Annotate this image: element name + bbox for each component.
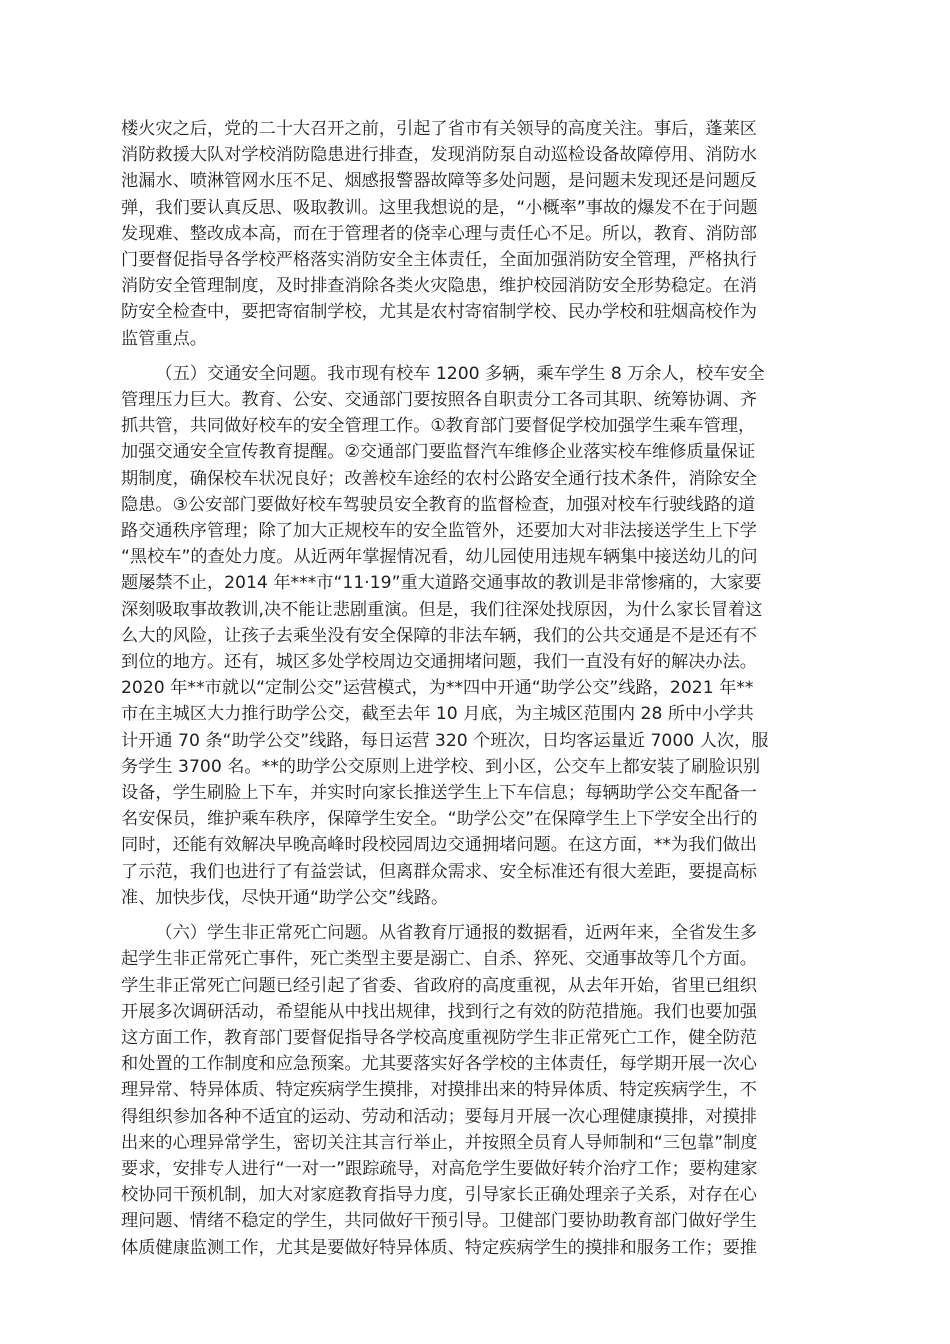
text-line: 体质健康监测工作，尤其是要做好特异体质、特定疾病学生的摸排和服务工作；要推 [121,1237,757,1258]
text-line: 校协同干预机制，加大对家庭教育指导力度，引导家长正确处理亲子关系，对存在心 [121,1185,757,1206]
text-line: 和处置的工作制度和应急预案。尤其要落实好各学校的主体责任，每学期开展一次心 [121,1054,757,1075]
text-line: 管理压力巨大。教育、公安、交通部门要按照各自职责分工各司其职、统筹协调、齐 [121,390,757,411]
text-line: 得组织参加各种不适宜的运动、劳动和活动；要每月开展一次心理健康摸排，对摸排 [121,1106,757,1127]
text-line: 理问题、情绪不稳定的学生，共同做好干预引导。卫健部门要协助教育部门做好学生 [121,1211,757,1232]
paragraph-traffic-safety [121,361,837,911]
text-line: 路交通秩序管理；除了加大正规校车的安全监管外，还要加大对非法接送学生上下学 [121,521,757,542]
text-line: （六）学生非正常死亡问题。从省教育厅通报的数据看，近两年来，全省发生多 [155,923,757,944]
text-line: 这方面工作，教育部门要督促指导各学校高度重视防学生非正常死亡工作，健全防范 [121,1027,757,1048]
text-line: 消防安全管理制度，及时排查消除各类火灾隐患，维护校园消防安全形势稳定。在消 [121,276,757,297]
text-line: “黑校车”的查处力度。从近两年掌握情况看，幼儿园使用违规车辆集中接送幼儿的问 [121,547,758,568]
text-line: 了示范，我们也进行了有益尝试，但离群众需求、安全标准还有很大差距，要提高标 [121,861,757,882]
text-line: 期制度，确保校车状况良好；改善校车途经的农村公路安全通行技术条件，消除安全 [121,468,757,489]
text-line: 准、加快步伐，尽快开通“助学公交”线路。 [121,887,449,908]
text-line: 抓共管，共同做好校车的安全管理工作。①教育部门要督促学校加强学生乘车管理， [121,416,756,437]
text-line: 深刻吸取事故教训,决不能让悲剧重演。但是，我们往深处找原因，为什么家长冒着这 [121,599,763,620]
text-line: 隐患。③公安部门要做好校车驾驶员安全教育的监督检查，加强对校车行驶线路的道 [121,494,756,515]
text-line: 么大的风险，让孩子去乘坐没有安全保障的非法车辆，我们的公共交通是不是还有不 [121,625,757,646]
text-line: 市在主城区大力推行助学公交，截至去年 10 月底，为主城区范围内 28 所中小学共 [121,704,754,725]
text-line: 设备，学生刷脸上下车，并实时向家长推送学生上下车信息；每辆助学公交车配备一 [121,783,757,804]
text-line: 池漏水、喷淋管网水压不足、烟感报警器故障等多处问题，是问题未发现还是问题反 [121,171,757,192]
text-line: 题屡禁不止，2014 年***市“11·19”重大道路交通事故的教训是非常惨痛的，大家要 [121,573,762,594]
text-line: 消防救援大队对学校消防隐患进行排查，发现消防泵自动巡检设备故障停用、消防水 [121,145,757,166]
text-line: 理异常、特异体质、特定疾病学生摸排，对摸排出来的特异体质、特定疾病学生，不 [121,1080,757,1101]
text-line: （五）交通安全问题。我市现有校车 1200 多辆，乘车学生 8 万余人，校车安全 [155,363,765,384]
text-line: 2020 年**市就以“定制公交”运营模式，为**四中开通“助学公交”线路，2021 年** [121,678,754,699]
paragraph-fire-safety [121,116,837,352]
text-line: 监管重点。 [121,328,207,349]
text-line: 名安保员，维护乘车秩序，保障学生安全。“助学公交”在保障学生上下学安全出行的 [121,809,758,830]
text-line: 同时，还能有效解决早晚高峰时段校园周边交通拥堵问题。在这方面，**为我们做出 [121,835,757,856]
text-line: 门要督促指导各学校严格落实消防安全主体责任，全面加强消防安全管理，严格执行 [121,250,757,271]
text-line: 楼火灾之后，党的二十大召开之前，引起了省市有关领导的高度关注。事后，蓬莱区 [121,119,757,139]
text-line: 务学生 3700 名。**的助学公交原则上进学校、到小区，公交车上都安装了刷脸识别 [121,756,761,777]
text-line: 弹，我们要认真反思、吸取教训。这里我想说的是，“小概率”事故的爆发不在于问题 [121,197,758,218]
text-line: 学生非正常死亡问题已经引起了省委、省政府的高度重视，从去年开始，省里已组织 [121,975,757,996]
text-line: 要求，安排专人进行“一对一”跟踪疏导，对高危学生要做好转介治疗工作；要构建家 [121,1158,758,1179]
text-line: 防安全检查中，要把寄宿制学校，尤其是农村寄宿制学校、民办学校和驻烟高校作为 [121,302,757,323]
text-line: 发现难、整改成本高，而在于管理者的侥幸心理与责任心不足。所以，教育、消防部 [121,223,757,244]
text-line: 出来的心理异常学生，密切关注其言行举止，并按照全员育人导师制和“三包靠”制度 [121,1132,758,1153]
paragraph-abnormal-death [121,920,837,1261]
document-page [121,116,837,1261]
text-line: 起学生非正常死亡事件，死亡类型主要是溺亡、自杀、猝死、交通事故等几个方面。 [121,949,757,970]
text-line: 到位的地方。还有，城区多处学校周边交通拥堵问题，我们一直没有好的解决办法。 [121,652,757,673]
text-line: 加强交通安全宣传教育提醒。②交通部门要监督汽车维修企业落实校车维修质量保证 [121,442,756,463]
text-line: 开展多次调研活动，希望能从中找出规律，找到行之有效的防范措施。我们也要加强 [121,1001,757,1022]
text-line: 计开通 70 条“助学公交”线路，每日运营 320 个班次，日均客运量近 7000 人次，服 [121,730,769,751]
